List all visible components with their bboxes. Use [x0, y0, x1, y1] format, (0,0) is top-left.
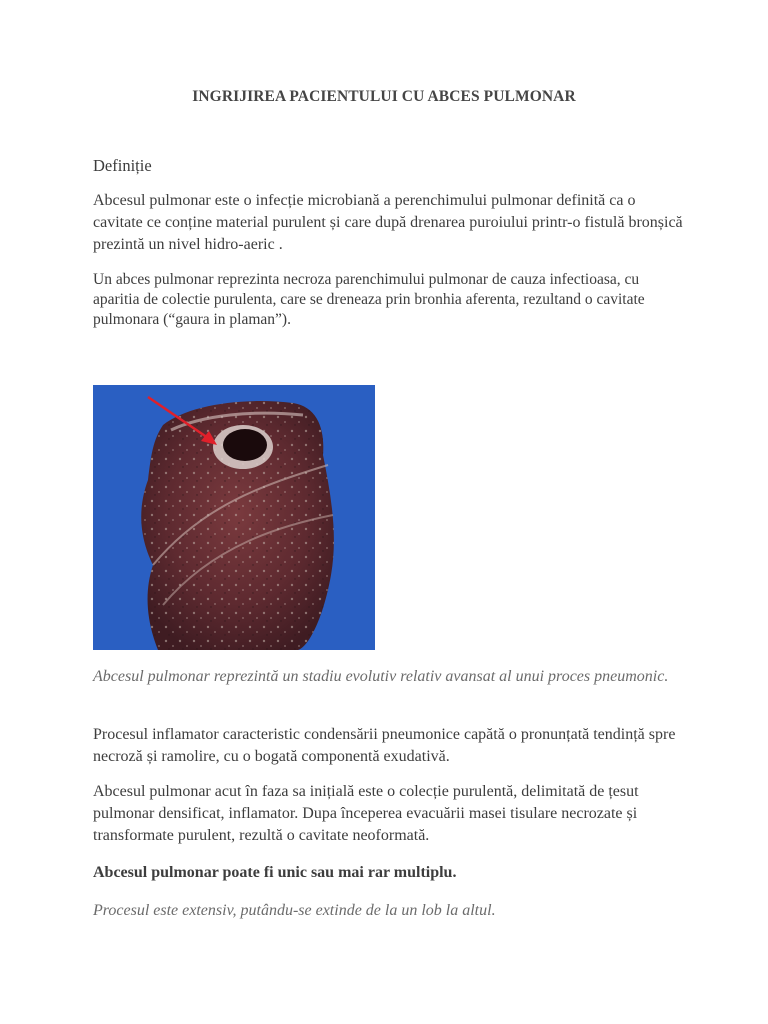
acute-abscess-paragraph: Abcesul pulmonar acut în faza sa inițială este o colecție purulentă, delimitată de țesut pulmonar densificat, inflamator. Dupa începerea evacuării masei tisulare necrozate și transformate purulent, rezultă o cavitate neoformată. — [93, 783, 639, 844]
extension-paragraph: Procesul este extensiv, putându-se extinde de la un lob la altul. — [93, 902, 496, 919]
definition-paragraph: Abcesul pulmonar este o infecție microbiană a perenchimului pulmonar definită ca o cavitate ce conține material purulent și care după drenarea puroiului printr-o fistulă bronșică prezintă un nivel hidro-aeric . — [93, 192, 683, 253]
section-heading: Definiție — [93, 156, 152, 175]
figure-caption: Abcesul pulmonar reprezintă un stadiu evolutiv relativ avansat al unui proces pneumonic. — [93, 668, 669, 685]
lung-specimen-icon — [93, 385, 375, 650]
description-paragraph: Un abces pulmonar reprezinta necroza parenchimului pulmonar de cauza infectioasa, cu aparitia de colectie purulenta, care se dreneaza prin bronhia aferenta, rezultand o cavitate pulmonara (“gaura in plaman”). — [93, 271, 645, 328]
unique-multiple-paragraph: Abcesul pulmonar poate fi unic sau mai rar multiplu. — [93, 864, 457, 881]
document-title: INGRIJIREA PACIENTULUI CU ABCES PULMONAR — [192, 88, 576, 105]
lung-abscess-figure — [93, 385, 375, 650]
inflammation-paragraph: Procesul inflamator caracteristic condensării pneumonice capătă o pronunțată tendință spre necroză și ramolire, cu o bogată componentă exudativă. — [93, 726, 676, 765]
